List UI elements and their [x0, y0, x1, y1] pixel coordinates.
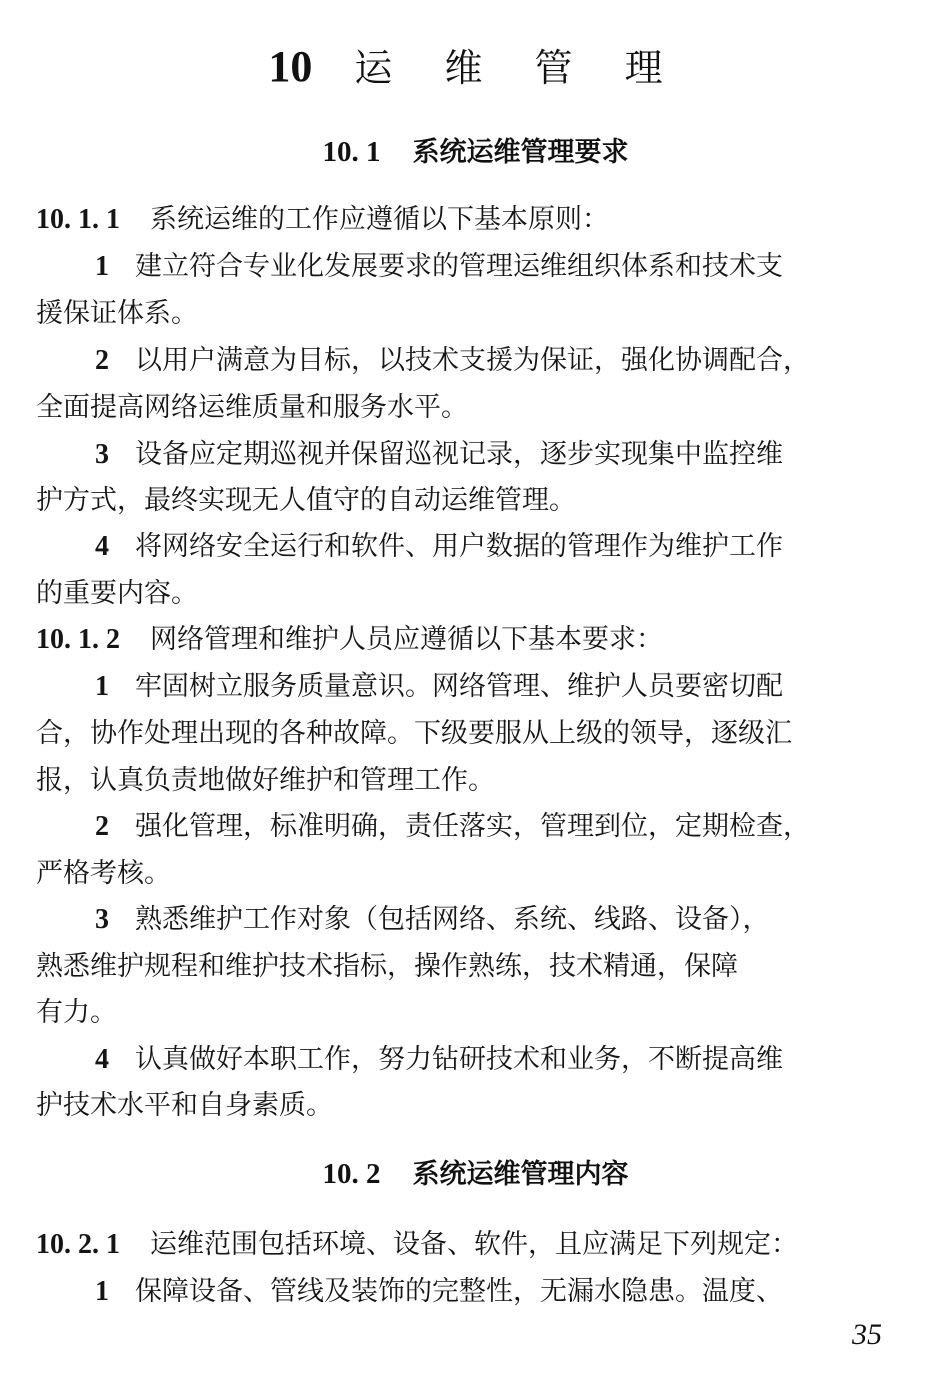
section-heading-10-2 — [0, 1156, 951, 1193]
item-text: 牢固树立服务质量意识。网络管理、维护人员要密切配 — [135, 671, 783, 702]
item-number: 3 — [95, 904, 109, 935]
item-continuation: 熟悉维护规程和维护技术指标，操作熟练，技术精通，保障 — [36, 951, 738, 982]
clause-10-2-1 — [36, 1228, 798, 1262]
chapter-number: 10 — [268, 42, 313, 91]
item-text: 将网络安全运行和软件、用户数据的管理作为维护工作 — [135, 531, 783, 562]
chapter-title — [0, 42, 951, 93]
clause-10-1-2 — [36, 623, 663, 657]
item-continuation: 护技术水平和自身素质。 — [36, 1090, 333, 1121]
clause-text: 网络管理和维护人员应遵循以下基本要求： — [150, 624, 663, 655]
clause-number: 10. 1. 1 — [36, 204, 120, 235]
list-item-4 — [95, 1043, 783, 1077]
list-item-3 — [95, 438, 783, 472]
item-continuation: 的重要内容。 — [36, 578, 198, 609]
item-continuation: 有力。 — [36, 997, 117, 1028]
item-text: 认真做好本职工作，努力钻研技术和业务，不断提高维 — [135, 1044, 783, 1075]
clause-number: 10. 1. 2 — [36, 624, 120, 655]
list-item-3 — [95, 903, 770, 937]
item-text: 设备应定期巡视并保留巡视记录，逐步实现集中监控维 — [135, 439, 783, 470]
item-continuation: 报，认真负责地做好维护和管理工作。 — [36, 765, 495, 796]
list-item-1 — [95, 1275, 783, 1309]
clause-number: 10. 2. 1 — [36, 1229, 120, 1260]
list-item-2 — [95, 344, 810, 378]
item-number: 4 — [95, 531, 109, 562]
section-heading-10-1 — [0, 134, 951, 171]
item-number: 3 — [95, 439, 109, 470]
item-text: 熟悉维护工作对象（包括网络、系统、线路、设备）， — [135, 904, 770, 935]
list-item-1 — [95, 250, 783, 284]
item-continuation: 合，协作处理出现的各种故障。下级要服从上级的领导，逐级汇 — [36, 718, 792, 749]
list-item-4 — [95, 530, 783, 564]
clause-text: 系统运维的工作应遵循以下基本原则： — [150, 204, 609, 235]
item-number: 2 — [95, 345, 109, 376]
clause-text: 运维范围包括环境、设备、软件，且应满足下列规定： — [150, 1229, 798, 1260]
item-number: 4 — [95, 1044, 109, 1075]
item-number: 2 — [95, 811, 109, 842]
page-number: 35 — [852, 1318, 882, 1351]
item-continuation: 援保证体系。 — [36, 298, 198, 329]
section-title: 系统运维管理内容 — [412, 1159, 629, 1190]
item-continuation: 严格考核。 — [36, 858, 171, 889]
item-text: 强化管理，标准明确，责任落实，管理到位，定期检查， — [135, 811, 810, 842]
clause-10-1-1 — [36, 203, 609, 237]
item-number: 1 — [95, 671, 109, 702]
chapter-title-text: 运 维 管 理 — [354, 46, 683, 90]
item-text: 以用户满意为目标，以技术支援为保证，强化协调配合， — [135, 345, 810, 376]
list-item-1 — [95, 670, 783, 704]
item-text: 保障设备、管线及装饰的完整性，无漏水隐患。温度、 — [135, 1276, 783, 1307]
item-number: 1 — [95, 251, 109, 282]
section-title: 系统运维管理要求 — [412, 137, 629, 168]
item-number: 1 — [95, 1276, 109, 1307]
item-continuation: 护方式，最终实现无人值守的自动运维管理。 — [36, 485, 576, 516]
list-item-2 — [95, 810, 810, 844]
item-text: 建立符合专业化发展要求的管理运维组织体系和技术支 — [135, 251, 783, 282]
section-number: 10. 1 — [322, 136, 381, 168]
section-number: 10. 2 — [322, 1158, 381, 1190]
item-continuation: 全面提高网络运维质量和服务水平。 — [36, 392, 468, 423]
